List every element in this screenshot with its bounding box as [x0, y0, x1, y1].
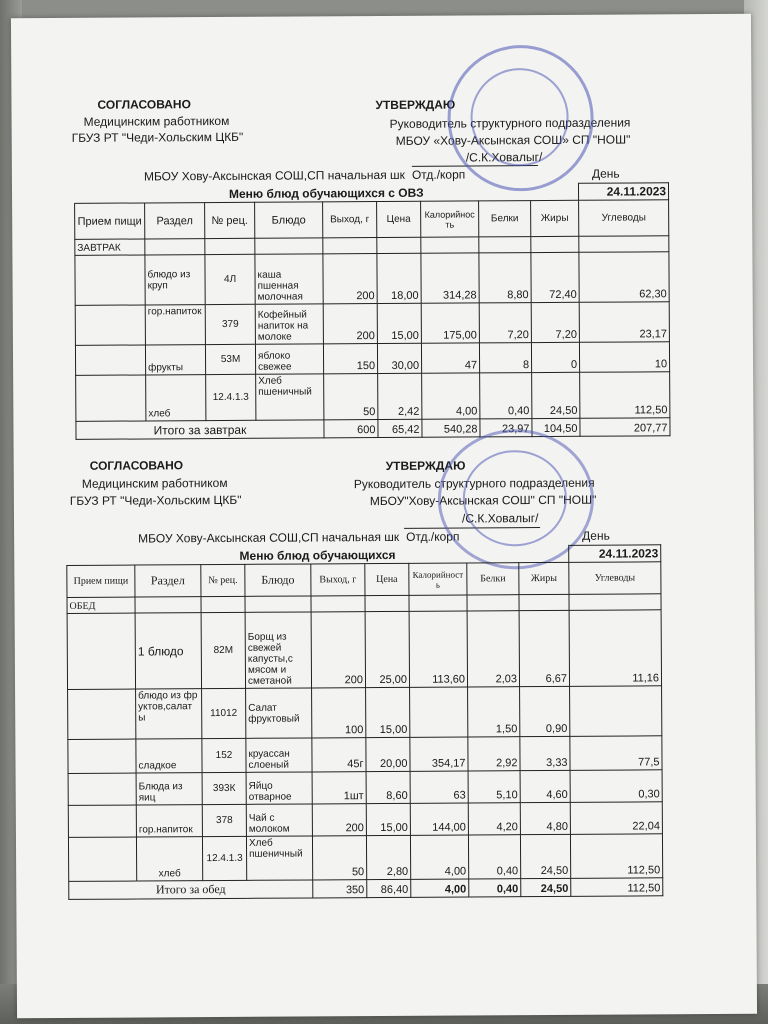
row-section: 1 блюдо	[135, 613, 201, 689]
table2-header-dish: Блюдо	[245, 564, 311, 596]
row-price: 25,00	[365, 611, 409, 687]
table-row	[68, 770, 662, 806]
row-price: 8,60	[366, 771, 410, 803]
row-output: 200	[311, 612, 365, 688]
table-row	[68, 736, 662, 774]
row-price: 18,00	[377, 253, 421, 303]
table1-header-protein: Белки	[479, 201, 531, 237]
row-section: Блюда из яиц	[136, 773, 202, 805]
day-label-2: День	[582, 528, 610, 543]
row-carbs: 112,50	[580, 372, 670, 419]
row-output: 1шт	[312, 772, 366, 804]
row-carbs	[570, 686, 662, 737]
table2-header-carbs: Углеводы	[569, 562, 661, 595]
row-price: 2,80	[366, 835, 410, 879]
row-kcal: 175,00	[421, 303, 479, 343]
school-name-2: МБОУ Хову-Аксынская СОШ,СП начальная шк	[138, 529, 400, 546]
table2-header-fat: Жиры	[519, 562, 569, 594]
row-fat: 4,60	[520, 770, 570, 802]
row-fat: 7,20	[531, 302, 579, 342]
row-rec: 11012	[202, 688, 246, 738]
table-row	[75, 302, 669, 346]
row-rec: 53М	[205, 344, 255, 374]
total-price: 65,42	[378, 419, 422, 437]
approval-left-line1-2: Медицинским работником	[81, 475, 228, 491]
total-price: 86,40	[367, 879, 411, 897]
row-kcal	[410, 687, 468, 737]
table2-date: 24.11.2023	[569, 545, 661, 563]
row-kcal: 4,00	[422, 373, 480, 419]
total-label: Итого за завтрак	[76, 420, 324, 440]
row-dish: Салат фруктовый	[246, 688, 312, 738]
table-row	[68, 834, 662, 882]
table1-header-rec: № рец.	[205, 202, 255, 238]
row-output: 200	[312, 804, 366, 836]
row-kcal: 354,17	[410, 737, 468, 771]
row-protein: 2,92	[468, 737, 520, 771]
table-row	[67, 610, 661, 690]
total-output: 350	[313, 880, 367, 898]
row-price: 2,42	[378, 373, 422, 419]
row-fat: 24,50	[532, 372, 580, 418]
table2-header-kcal: Калорийность	[409, 563, 467, 595]
document-page	[11, 14, 757, 1019]
row-carbs: 10	[580, 342, 670, 373]
row-dish: Борщ из свежей капусты,с мясом и сметаной	[245, 612, 311, 688]
row-output: 150	[323, 344, 377, 374]
total-output: 600	[324, 420, 378, 438]
menu-table-main	[66, 544, 663, 900]
row-fat: 0	[531, 342, 579, 372]
table2-header-row	[67, 562, 661, 598]
table1-title: Меню блюд обучающихся с ОВЗ	[74, 183, 578, 203]
row-carbs: 23,17	[579, 302, 669, 343]
row-rec: 393К	[202, 772, 246, 804]
total-carbs: 112,50	[571, 878, 663, 897]
row-carbs: 22,04	[570, 802, 662, 835]
dept-label-2: Отд./корп	[406, 529, 460, 544]
total-fat: 24,50	[521, 878, 571, 896]
row-fat: 0,90	[520, 686, 570, 736]
row-dish: Хлеб пшеничный	[246, 836, 312, 880]
approval-left-title: СОГЛАСОВАНО	[97, 97, 191, 112]
table1-header-row	[75, 200, 669, 240]
official-stamp-top	[447, 45, 594, 192]
table1-header-meal: Прием пищи	[75, 203, 145, 239]
row-rec: 152	[202, 738, 246, 772]
table-row	[68, 802, 662, 838]
row-dish: Кофейный напиток на молоке	[255, 304, 323, 344]
row-dish: каша пшенная молочная	[255, 254, 323, 304]
signature-name: /С.К.Ховалыг/	[465, 150, 543, 165]
row-carbs: 11,16	[569, 610, 661, 687]
table1-header-output: Выход, г	[323, 202, 377, 238]
row-output: 100	[312, 688, 366, 738]
table1-header-dish: Блюдо	[255, 202, 323, 238]
table1-date: 24.11.2023	[579, 183, 669, 201]
row-carbs: 77,5	[570, 736, 662, 771]
approval-right-line1: Руководитель структурного подразделения	[389, 115, 631, 131]
table2-header-meal: Прием пищи	[67, 565, 135, 597]
table-row	[68, 686, 662, 740]
table2-total-row	[69, 878, 663, 900]
row-section: блюдо из круп	[145, 255, 205, 305]
row-output: 50	[312, 836, 366, 880]
table-row	[75, 252, 669, 306]
table2-header-protein: Белки	[467, 563, 519, 595]
row-carbs: 62,30	[579, 252, 669, 303]
table2-header-rec: № рец.	[201, 564, 245, 596]
day-label: День	[591, 166, 620, 181]
table1-header-section: Раздел	[145, 203, 205, 239]
row-price: 30,00	[377, 343, 421, 373]
row-fat: 72,40	[531, 252, 579, 302]
row-kcal: 314,28	[421, 253, 479, 303]
approval-right-title: УТВЕРЖДАЮ	[375, 97, 456, 113]
row-fat: 6,67	[519, 610, 569, 686]
approval-right-line1-2: Руководитель структурного подразделения	[353, 475, 595, 492]
row-section: блюдо из фруктов,салаты	[136, 689, 202, 739]
table1-meal-label: ЗАВТРАК	[75, 239, 145, 255]
approval-left-line2: ГБУЗ РТ "Чеди-Хольским ЦКБ"	[71, 129, 244, 145]
table2-header-output: Выход, г	[311, 564, 365, 596]
row-fat: 4,80	[520, 802, 570, 834]
row-protein: 2,03	[467, 611, 519, 687]
row-protein: 7,20	[479, 303, 531, 343]
row-price: 20,00	[366, 737, 410, 771]
row-rec: 379	[205, 304, 255, 344]
row-price: 15,00	[366, 803, 410, 835]
row-section: фрукты	[145, 345, 205, 375]
row-protein: 0,40	[480, 373, 532, 419]
school-name: МБОУ Хову-Аксынская СОШ,СП начальная шк	[143, 167, 405, 184]
row-price: 15,00	[366, 687, 410, 737]
table1-header-carbs: Углеводы	[579, 200, 669, 237]
row-protein: 8	[479, 343, 531, 373]
row-kcal: 47	[421, 343, 479, 373]
table1-header-kcal: Калорийность	[421, 201, 479, 237]
dept-label: Отд./корп	[411, 167, 466, 182]
row-rec: 378	[202, 804, 246, 836]
approval-right-title-2: УТВЕРЖДАЮ	[385, 458, 466, 473]
approval-left-line2-2: ГБУЗ РТ "Чеди-Хольским ЦКБ"	[69, 492, 242, 508]
row-kcal: 144,00	[410, 803, 468, 835]
row-output: 200	[323, 254, 377, 304]
row-protein: 1,50	[468, 687, 520, 737]
total-kcal: 4,00	[411, 879, 469, 897]
row-dish: круассан слоеный	[246, 738, 312, 772]
row-section: хлеб	[136, 837, 202, 881]
total-fat: 104,50	[532, 418, 580, 436]
row-output: 200	[323, 304, 377, 344]
total-protein: 23,97	[480, 419, 532, 437]
table2-header-section: Раздел	[135, 565, 201, 597]
row-protein: 5,10	[468, 771, 520, 803]
row-carbs: 112,50	[570, 834, 662, 879]
row-kcal: 113,60	[409, 611, 467, 687]
table1-total-row	[76, 418, 670, 440]
row-dish: Чай с молоком	[246, 804, 312, 836]
total-kcal: 540,28	[422, 419, 480, 437]
table1-header-price: Цена	[377, 201, 421, 237]
row-protein: 0,40	[468, 835, 520, 879]
row-rec: 12.4.1.3	[202, 836, 246, 880]
row-rec: 12.4.1.3	[206, 374, 256, 420]
row-kcal: 63	[410, 771, 468, 803]
approval-right-line2-2: МБОУ"Хову-Аксынская СОШ" СП "НОШ"	[369, 492, 597, 509]
signature-name-2: /С.К.Ховалыг/	[461, 511, 539, 526]
row-protein: 4,20	[468, 803, 520, 835]
row-protein: 8,80	[479, 253, 531, 303]
row-output: 45г	[312, 738, 366, 772]
row-dish: яблоко свежее	[255, 344, 323, 374]
row-price: 15,00	[377, 303, 421, 343]
approval-left-line1: Медицинским работником	[83, 113, 230, 129]
row-dish: Хлеб пшеничный	[256, 374, 324, 420]
table2-title: Меню блюд обучающихся	[67, 545, 569, 565]
row-section: сладкое	[136, 739, 202, 773]
total-protein: 0,40	[469, 879, 521, 897]
table2-meal-label: ОБЕД	[67, 597, 135, 613]
row-kcal: 4,00	[410, 835, 468, 879]
approval-left-title-2: СОГЛАСОВАНО	[89, 458, 184, 473]
row-section: гор.напиток	[145, 305, 205, 345]
row-fat: 24,50	[520, 834, 570, 878]
total-label: Итого за обед	[69, 880, 313, 899]
row-dish: Яйцо отварное	[246, 772, 312, 804]
table1-header-fat: Жиры	[531, 200, 579, 236]
row-carbs: 0,30	[570, 770, 662, 803]
table-row	[76, 372, 670, 422]
row-rec: 4Л	[205, 254, 255, 304]
table2-header-price: Цена	[365, 563, 409, 595]
row-section: хлеб	[146, 375, 206, 421]
row-rec: 82М	[201, 612, 245, 688]
total-carbs: 207,77	[580, 418, 670, 437]
row-section: гор.напиток	[136, 805, 202, 837]
table-row	[75, 342, 669, 376]
row-output: 50	[324, 374, 378, 420]
row-fat: 3,33	[520, 736, 570, 770]
approval-right-line2: МБОУ «Хову-Аксынская СОШ» СП "НОШ"	[395, 132, 631, 148]
menu-table-ovz	[74, 182, 671, 440]
